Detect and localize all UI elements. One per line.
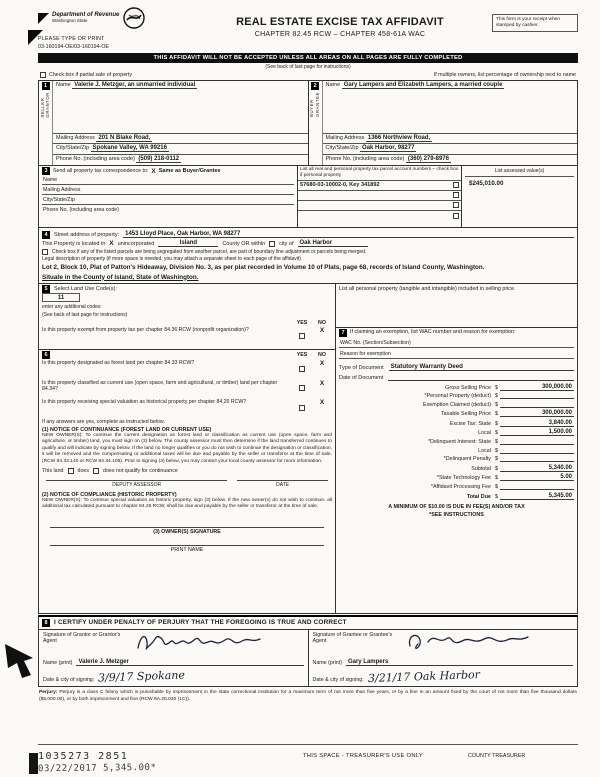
use-code-and-tax-section xyxy=(38,284,578,614)
dollar-sign: $ xyxy=(495,475,498,482)
forest-yes-checkbox xyxy=(299,366,305,372)
certify-bar xyxy=(39,617,577,630)
wac-number-line: WAC No. (Section/Subsection) xyxy=(339,337,574,348)
dollar-sign: $ xyxy=(495,456,498,463)
land-use-label: Select Land Use Code(s): xyxy=(54,285,117,292)
county-treasurer-label: COUNTY TREASURER xyxy=(468,753,526,759)
dollar-sign: $ xyxy=(495,484,498,491)
exemption-claimed-row xyxy=(339,402,574,408)
section2-badge: 2 xyxy=(311,82,319,90)
exempt-yes-checkbox xyxy=(299,333,305,339)
minimum-due-note: A MINIMUM OF $10.00 IS DUE IN FEE(S) AND/OR TAX xyxy=(388,503,525,510)
buyer-address-value: 1366 Northview Road, xyxy=(367,134,431,141)
does-label: does xyxy=(77,467,89,474)
fee-label: Gross Selling Price xyxy=(445,384,491,391)
please-type-label: PLEASE TYPE OR PRINT xyxy=(38,36,105,42)
assessor-date-label: DATE xyxy=(237,480,328,488)
city-value: Oak Harbor xyxy=(298,240,368,247)
dollar-sign: $ xyxy=(495,439,498,446)
date-of-document-value xyxy=(388,380,574,381)
buyer-name-value: Gary Lampers and Elizabeth Lampers, a married couple xyxy=(343,82,503,88)
yes-no-header-1 xyxy=(42,320,332,326)
parties-section xyxy=(38,80,578,166)
dollar-sign: $ xyxy=(495,401,498,408)
fee-value: 5,345.00 xyxy=(500,493,574,500)
grantor-name-row xyxy=(43,659,304,666)
situate-line: Situate in the County of Island, State of Washington. xyxy=(42,273,199,281)
grantee-signature-label: Signature of Grantee or Grantee's Agent xyxy=(312,631,393,645)
fee-value: 300,000.00 xyxy=(500,410,574,417)
grantor-signature-block xyxy=(39,630,308,687)
dollar-sign: $ xyxy=(495,493,498,500)
yes-label-2: YES xyxy=(296,351,308,358)
grantee-signature xyxy=(404,630,534,656)
correspondence-column xyxy=(39,166,297,227)
taxable-selling-price-row xyxy=(339,410,574,417)
grantee-date-city-handwriting: 3/21/17 Oak Harbor xyxy=(367,668,480,686)
section6-badge: 6 xyxy=(42,351,50,359)
stamp-number: 1035273 2851 xyxy=(38,751,129,762)
type-of-document-row xyxy=(339,363,574,371)
grantor-date-city-handwriting: 3/9/17 Spokane xyxy=(98,668,186,685)
parcel-3-checkbox xyxy=(453,202,459,208)
agency-name xyxy=(52,12,119,23)
no-label-2: NO xyxy=(318,351,326,358)
seller-phone-value: (509) 218-0112 xyxy=(138,156,180,163)
section7-badge: 7 xyxy=(339,329,347,337)
seller-address-label: Mailing Address xyxy=(56,134,95,141)
receipt-note: This form is your receipt when stamped by cashier. xyxy=(492,14,578,32)
date-of-document-row xyxy=(339,375,574,381)
yes-no-header-2 xyxy=(292,352,332,358)
fee-value xyxy=(500,489,574,490)
logo-triangle-icon xyxy=(38,13,49,24)
dollar-sign: $ xyxy=(495,447,498,454)
buyer-city-row xyxy=(323,144,578,155)
type-of-document-value: Statutory Warranty Deed xyxy=(389,363,574,371)
parcel-2-checkbox xyxy=(453,192,459,198)
exempt-no-mark: X xyxy=(319,327,325,334)
claim-exemption-row xyxy=(339,329,574,337)
revenue-logo xyxy=(38,6,188,30)
notice-compliance-title: (2) NOTICE OF COMPLIANCE (HISTORIC PROPERTY) xyxy=(42,491,177,498)
section8-badge: 8 xyxy=(42,619,50,627)
section3-badge: 3 xyxy=(42,167,50,175)
does-not-label: does not qualify for continuance xyxy=(103,467,178,474)
seller-name-value: Valerie J. Metzger, an unmarried individual xyxy=(74,82,196,88)
date-of-document-label: Date of Document xyxy=(339,374,384,381)
grantor-signature-label: Signature of Grantor or Grantor's Agent xyxy=(43,631,121,645)
notice-continuance-body: NEW OWNER(S): To continue the current designation as forest land or classification as current use (open space, farm and agriculture, or timber) land, you must sign on (3) below. The county assessor must then determine if the land transferred continues to qualify and will indicate by signing below. If the land no longer qualifies or you do not wish to continue the designation or classification, it will be removed and the compensating or additional taxes will be due and payable by the seller or transferor at the time of sale. (RCW 84.33.140 or RCW 84.34.108). Prior to signing (3) below, you may contact your local county assessor for more information. xyxy=(42,433,332,464)
reason-exemption-line: Reason for exemption xyxy=(339,348,574,359)
segregated-row xyxy=(42,249,574,255)
agency-line2: Washington State xyxy=(52,17,88,23)
yes-label: YES xyxy=(296,319,308,326)
current-use-question-row xyxy=(42,380,332,398)
partial-sale-row xyxy=(40,72,576,78)
current-use-no-mark: X xyxy=(319,379,325,387)
fee-value: 300,000.00 xyxy=(500,384,574,391)
grantee-date-label: Date & city of signing: xyxy=(312,677,364,684)
additional-codes-label: enter any additional codes: xyxy=(42,303,102,310)
street-address-label: Street address of property: xyxy=(54,231,120,238)
perjury-label: Perjury: xyxy=(39,690,58,696)
unincorporated-label: unincorporated xyxy=(117,240,155,247)
property-location-row xyxy=(42,240,574,247)
same-as-label: Same as Buyer/Grantee xyxy=(158,168,221,174)
assessed-value-column xyxy=(461,166,577,227)
partial-sale-checkbox xyxy=(40,72,46,78)
does-checkbox xyxy=(68,468,74,474)
fee-label: Exemption Claimed (deduct) xyxy=(422,401,491,408)
personal-property-deduct-row xyxy=(339,393,574,399)
buyer-address-row xyxy=(323,134,578,145)
grantee-vertical-label: GRANTEE xyxy=(314,92,320,117)
land-use-code-value: 11 xyxy=(42,293,80,302)
fee-label: *Delinquent Interest: State xyxy=(428,439,491,446)
correspondence-name-line: Name xyxy=(42,175,294,185)
fee-table xyxy=(339,384,574,500)
fee-label: Taxable Selling Price xyxy=(440,411,491,418)
buyer-city-value: Oak Harbor, 98277 xyxy=(362,145,415,152)
seller-city-value: Spokane Valley, WA 99216 xyxy=(92,145,167,152)
section4-badge: 4 xyxy=(42,231,50,239)
delinquent-interest-local-row xyxy=(339,448,574,454)
county-value: Island xyxy=(158,240,218,247)
see-instructions-note: *SEE INSTRUCTIONS xyxy=(429,511,484,518)
total-due-row xyxy=(339,493,574,500)
fee-value xyxy=(500,453,574,454)
fee-value xyxy=(500,398,574,399)
seller-address-row xyxy=(53,134,308,145)
historic-no-mark: X xyxy=(319,399,325,406)
fee-value: 5,340.00 xyxy=(500,465,574,472)
form-number: 03-160194-OE/03-160194-OE xyxy=(38,44,109,50)
land-use-block xyxy=(39,284,335,350)
dollar-sign: $ xyxy=(495,384,498,391)
forest-land-question-row xyxy=(42,360,332,378)
historic-yes-checkbox xyxy=(299,405,305,411)
if-yes-note: If any answers are yes, complete as instructed below. xyxy=(42,419,165,425)
delinquent-penalty-row xyxy=(339,456,574,462)
seller-city-label: City/State/Zip xyxy=(56,145,90,152)
legal-description-label-row xyxy=(42,256,574,262)
exemption-and-tax-block xyxy=(336,328,577,519)
fee-label: Total Due xyxy=(466,493,491,500)
grantor-name-value: Valerie J. Metzger xyxy=(76,659,303,666)
seller-box xyxy=(39,81,308,165)
form-subtitle: CHAPTER 82.45 RCW – CHAPTER 458-61A WAC xyxy=(254,31,426,38)
tax-correspondence-section xyxy=(38,166,578,228)
correspondence-city-line: City/State/Zip xyxy=(42,195,294,205)
property-description-section xyxy=(38,228,578,284)
grantor-signature xyxy=(134,630,264,656)
hand-drawn-arrow-icon xyxy=(3,642,39,682)
agency-line1: Department of Revenue xyxy=(52,12,120,19)
cashier-stamp-block xyxy=(38,745,258,773)
grantor-name-label: Name (print) xyxy=(43,660,73,667)
seller-vertical-label: SELLER xyxy=(39,97,45,118)
fee-value: 1,500.00 xyxy=(500,429,574,436)
treasurer-footer xyxy=(38,744,578,773)
current-use-yes-checkbox xyxy=(299,385,305,391)
exempt-question: Is this property exempt from property tax per chapter 84.36 RCW (nonprofit organization)? xyxy=(42,327,249,333)
seller-name-label: Name xyxy=(56,82,71,88)
current-use-question: Is this property classified as current use (open space, farm and agricultural, or timber) land per chapter 84.34? xyxy=(42,379,278,392)
type-of-document-label: Type of Document xyxy=(339,364,384,371)
buyer-city-label: City/State/Zip xyxy=(325,145,359,152)
signatures-row xyxy=(39,630,577,687)
print-name-line: PRINT NAME xyxy=(50,545,324,553)
does-not-checkbox xyxy=(93,468,99,474)
designation-block xyxy=(39,350,335,613)
dollar-sign: $ xyxy=(495,430,498,437)
buyer-address-label: Mailing Address xyxy=(325,134,365,141)
county-or-label: County OR within xyxy=(222,240,266,247)
fee-label: *Delinquent Penalty xyxy=(443,456,491,463)
forest-land-question: Is this property designated as forest land per chapter 84.33 RCW? xyxy=(42,360,195,366)
left-column xyxy=(39,284,335,613)
deputy-assessor-label: DEPUTY ASSESSOR xyxy=(46,480,227,488)
treasurer-space-label: THIS SPACE - TREASURER'S USE ONLY xyxy=(302,753,424,759)
grantee-name-value: Gary Lampers xyxy=(346,659,573,666)
owners-signature-line: (3) OWNER(S) SIGNATURE xyxy=(50,527,324,535)
buyer-vertical-label: BUYER xyxy=(309,99,315,117)
see-back-note-2: (See back of last page for instructions) xyxy=(42,311,128,318)
parcel-header: List all real and personal property tax parcel account numbers – check box if personal property xyxy=(298,166,461,181)
dollar-sign: $ xyxy=(495,393,498,400)
street-address-row xyxy=(42,231,574,239)
fee-label: Local xyxy=(478,447,491,454)
dollar-sign: $ xyxy=(495,411,498,418)
seller-phone-row xyxy=(53,155,308,165)
buyer-box xyxy=(308,81,578,165)
correspondence-address-line: Mailing Address xyxy=(42,185,294,195)
personal-property-box: List all personal property (tangible and intangible) included in selling price. xyxy=(336,284,577,328)
delinquent-interest-state-row xyxy=(339,439,574,445)
grantor-date-row xyxy=(43,670,304,683)
buyer-name-row xyxy=(323,81,578,134)
forest-no-mark: X xyxy=(319,360,325,367)
form-header xyxy=(38,6,578,50)
partial-sale-label: Check box if partial sale of property xyxy=(49,72,133,78)
excise-state-row xyxy=(339,420,574,427)
agency-block xyxy=(38,6,188,50)
assessed-value: $245,010.00 xyxy=(469,180,504,187)
excise-local-row xyxy=(339,429,574,436)
state-technology-fee-row xyxy=(339,474,574,481)
dollar-sign: $ xyxy=(495,465,498,472)
seller-side-strip xyxy=(39,81,53,165)
seller-name-row xyxy=(53,81,308,134)
perjury-text: Perjury is a class C felony which is punishable by imprisonment in the state correctional institution for a maximum term of not more than five years, or by a fine in an amount fixed by the court of not more than five thousand dollars ($5,000.00), or by both imprisonment and fine (RCW 9A.20.020 (1C)). xyxy=(39,690,577,702)
segregated-checkbox xyxy=(42,249,48,255)
segregated-label: Check box if any of the listed parcels are being segregated from another parcel, are part of boundary line adjustment or parcels being merged. xyxy=(52,248,367,255)
qualify-row xyxy=(42,468,332,474)
land-use-row xyxy=(42,285,332,293)
seller-address-value: 201 N Blake Road, xyxy=(98,134,151,141)
form-title: REAL ESTATE EXCISE TAX AFFIDAVIT xyxy=(236,16,444,28)
buyer-phone-value: (360) 279-8976 xyxy=(407,156,449,163)
fee-label: Excise Tax: State xyxy=(449,420,491,427)
parcel-row-1 xyxy=(298,181,461,191)
fee-value: 3,840.00 xyxy=(500,420,574,427)
affidavit-form xyxy=(38,6,578,703)
city-of-label: city of xyxy=(279,240,294,247)
scan-edge-mark xyxy=(29,753,38,774)
revenue-seal-icon xyxy=(122,6,146,30)
grantor-date-label: Date & city of signing: xyxy=(43,677,95,684)
fee-value xyxy=(500,407,574,408)
notice-compliance-body: NEW OWNER(S): To continue special valuation as historic property, sign (3) below. If the new owner(s) do not wish to continue, all additional tax calculated pursuant to chapter 84.26 RCW, shall be due and payable by the seller or transferor at the time of sale. xyxy=(42,497,332,510)
parcel-number-value: 57680-03-10002-0, Key 341892 xyxy=(300,182,380,189)
fee-value xyxy=(500,444,574,445)
correspondence-phone-line: Phone No. (including area code) xyxy=(43,207,119,213)
grantee-name-row xyxy=(313,659,574,666)
seller-city-row xyxy=(53,144,308,155)
fee-label: Subtotal xyxy=(471,465,491,472)
fee-label: *State Technology Fee xyxy=(436,475,491,482)
historic-question: Is this property receiving special valuation as historical property per chapter 84.26 RCW? xyxy=(42,399,247,405)
parcel-column xyxy=(297,166,461,227)
unincorporated-x-mark: X xyxy=(109,240,114,247)
grantee-name-label: Name (print) xyxy=(312,660,342,667)
subtotal-row xyxy=(339,465,574,472)
historic-question-row xyxy=(42,399,332,417)
affidavit-processing-fee-row xyxy=(339,484,574,490)
city-checkbox xyxy=(269,241,275,247)
multiple-owners-note: If multiple owners, list percentage of ownership next to name xyxy=(433,72,576,78)
parcel-1-checkbox xyxy=(453,182,459,188)
grantee-date-row xyxy=(312,668,574,686)
section5-badge: 5 xyxy=(42,285,50,293)
warning-bar: THIS AFFIDAVIT WILL NOT BE ACCEPTED UNLESS ALL AREAS ON ALL PAGES ARE FULLY COMPLETED xyxy=(38,53,578,63)
see-back-note: (See back of last page for instructions) xyxy=(265,64,351,70)
seller-phone-label: Phone No. (including area code) xyxy=(56,156,135,163)
located-in-label: This Property is located in xyxy=(42,240,106,247)
parcel-row-3 xyxy=(298,201,461,211)
certify-statement: I CERTIFY UNDER PENALTY OF PERJURY THAT THE FOREGOING IS TRUE AND CORRECT xyxy=(54,619,347,626)
buyer-phone-label: Phone No. (including area code) xyxy=(325,156,405,163)
perjury-paragraph xyxy=(38,690,578,703)
deputy-assessor-row xyxy=(46,480,328,488)
section1-badge: 1 xyxy=(42,82,50,90)
certification-section xyxy=(38,615,578,688)
grantor-vertical-label: GRANTOR xyxy=(45,92,50,118)
dollar-sign: $ xyxy=(495,420,498,427)
right-column xyxy=(335,284,577,613)
buyer-phone-row xyxy=(323,155,578,165)
buyer-name-label: Name xyxy=(325,82,341,88)
fee-label: *Personal Property (deduct) xyxy=(424,393,491,400)
legal-description-label: Legal description of property (if more space is needed, you may attach a separate sheet to each page of the affidavit) xyxy=(42,256,301,262)
parcel-row-4 xyxy=(298,211,461,221)
claim-exemption-label: If claiming an exemption, list WAC number and reason for exemption: xyxy=(350,328,516,335)
legal-description-value: Lot 2, Block 10, Plat of Patton's Hideaway, Division No. 3, as per plat recorded in Volume 10 of Plats, page 68, records of Island County, Washington. xyxy=(42,264,485,271)
street-address-value: 1453 Lloyd Place, Oak Harbor, WA 98277 xyxy=(123,231,574,238)
assessed-value-header: List assessed value(s) xyxy=(465,168,574,177)
qualify-pre: This land xyxy=(42,467,64,474)
grantee-signature-block xyxy=(308,630,578,687)
parcel-row-2 xyxy=(298,191,461,201)
fee-label: Local xyxy=(478,430,491,437)
send-correspondence-row xyxy=(42,167,294,175)
notice-continuance-title: (1) NOTICE OF CONTINUANCE (FOREST LAND OR CURRENT USE) xyxy=(42,427,212,433)
same-as-x-mark: X xyxy=(151,167,156,175)
exempt-question-row xyxy=(42,327,332,345)
title-block xyxy=(188,6,492,38)
section6-header xyxy=(42,351,332,359)
buyer-side-strip xyxy=(309,81,323,165)
no-label: NO xyxy=(318,319,326,326)
fee-value xyxy=(500,461,574,462)
stamp-date-amount: 03/22/2017 5,345.00* xyxy=(37,762,157,775)
fee-label: *Affidavit Processing Fee xyxy=(430,484,491,491)
gross-selling-price-row xyxy=(339,384,574,391)
fee-value: 5.00 xyxy=(500,474,574,481)
send-correspondence-label: Send all property tax correspondence to: xyxy=(53,168,149,174)
parcel-4-checkbox xyxy=(453,213,459,219)
